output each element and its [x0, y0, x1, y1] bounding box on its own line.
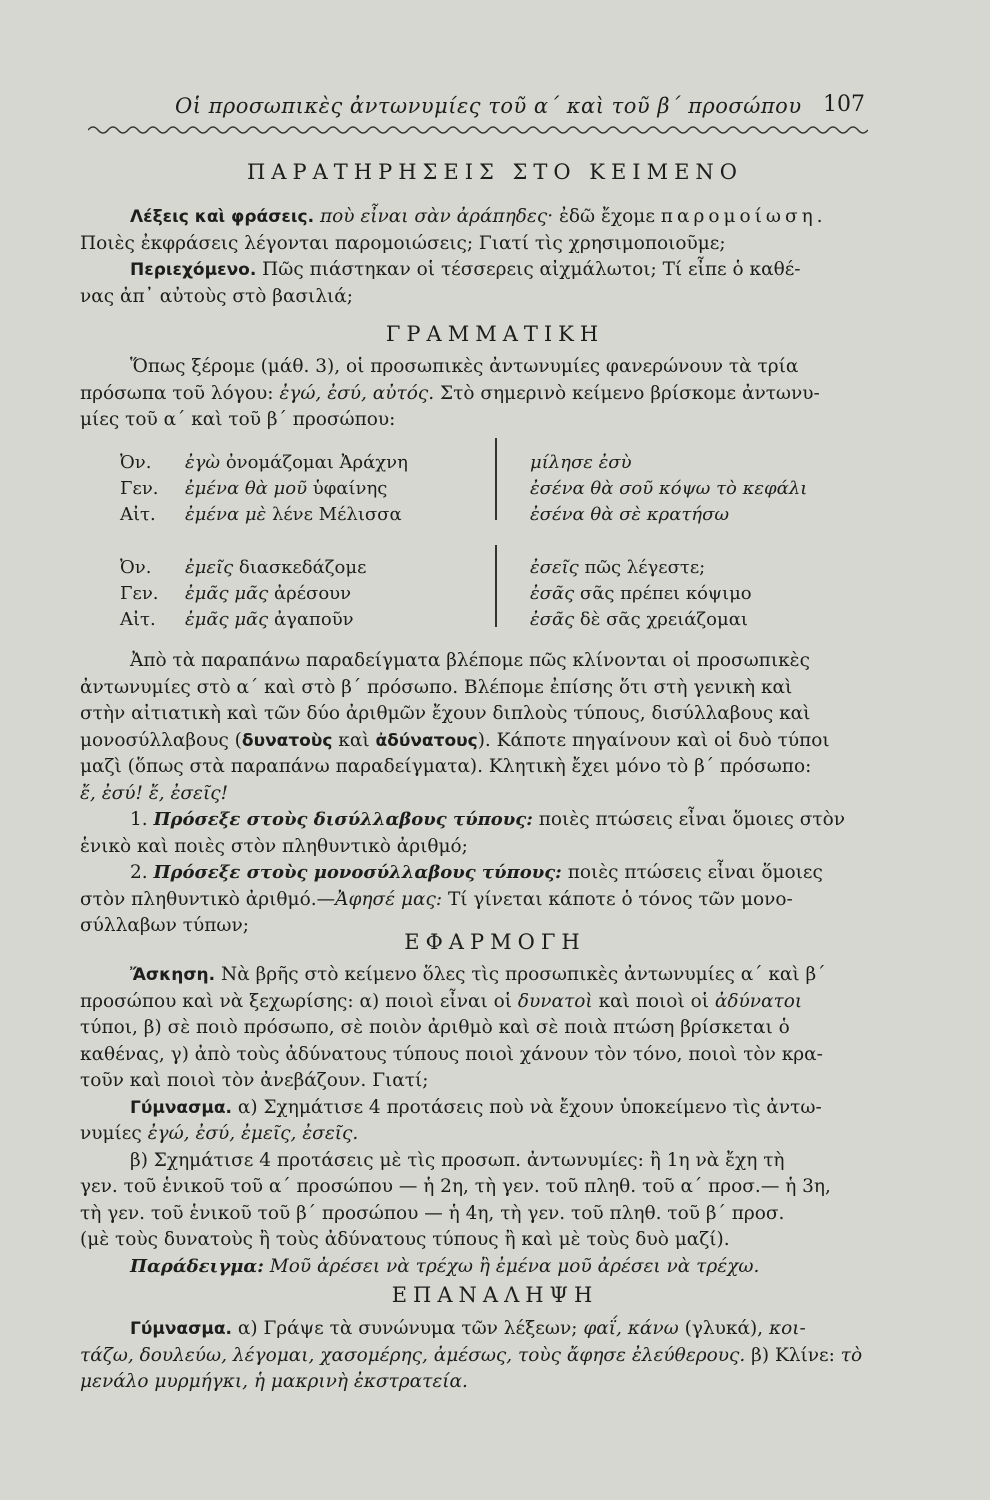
section-heading-review: ΕΠΑΝΑΛΗΨΗ	[391, 1283, 599, 1307]
label-example: Παράδειγμα:	[130, 1255, 264, 1277]
label-words-phrases: Λέξεις καὶ φράσεις.	[130, 207, 315, 227]
running-title: Οἱ προσωπικὲς ἀντωνυμίες τοῦ α΄ καὶ τοῦ β΄ προσώπου	[175, 94, 802, 118]
review-text: Γύμνασμα. α) Γράψε τὰ συνώνυμα τῶν λέξεων; φαΐ, κάνω (γλυκά), κοι- τάζω, δουλεύω, λέγομαι, χασομέρης, ἀμέσως, τοὺς ἄφησε ἐλεύθερους. β) Κλίνε: τὸ μενάλο μυρμήγκι, ἡ μακρινὴ ἐκστρατεία.	[80, 1318, 863, 1392]
table-row: Γεν. ἐμᾶς μᾶς ἀρέσουν ἐσᾶς σᾶς πρέπει κόψιμο	[120, 583, 752, 604]
table-row: Γεν. ἐμένα θὰ μοῦ ὑφαίνης ἐσένα θὰ σοῦ κόψω τὸ κεφάλι	[120, 478, 808, 499]
label-content: Περιεχόμενο.	[130, 260, 257, 280]
label-drill: Γύμνασμα.	[130, 1097, 232, 1118]
wavy-rule	[88, 124, 868, 136]
declension-table-singular	[120, 450, 840, 528]
grammar-intro: Ὅπως ξέρομε (μάθ. 3), οἱ προσωπικὲς ἀντωνυμίες φανερώνουν τὰ τρία πρόσωπα τοῦ λόγου: ἐγώ, ἐσύ, αὐτός. Στὸ σημερινὸ κείμενο βρίσκομε ἀντωνυ- μίες τοῦ α΄ καὶ τοῦ β΄ προσώπου:	[80, 356, 820, 430]
section-heading-application: ΕΦΑΡΜΟΓΗ	[404, 930, 586, 954]
application-text: Ἄσκηση. Νὰ βρῆς στὸ κείμενο ὅλες τὶς προσωπικὲς ἀντωνυμίες α΄ καὶ β΄ προσώπου καὶ νὰ ξεχωρίσης: α) ποιοὶ εἶναι οἱ δυνατοὶ καὶ ποιοὶ οἱ ἀδύνατοι τύποι, β) σὲ ποιὸ πρόσωπο, σὲ ποιὸν ἀριθμὸ καὶ σὲ ποιὰ πτώση βρίσκεται ὁ καθένας, γ) ἀπὸ τοὺς ἀδύνατους τύπους ποιοὶ χάνουν τὸν τόνο, ποιοὶ τὸν κρα- τοῦν καὶ ποιοὶ τὸν ἀνεβάζουν. Γιατί; Γύμνασμα. α) Σχημάτισε 4 προτάσεις ποὺ νὰ ἔχουν ὑποκείμενο τὶς ἀντω- νυμίες ἐγώ, ἐσύ, ἐμεῖς, ἐσεῖς. β) Σχημάτισε 4 προτάσεις μὲ τὶς προσωπ. ἀντωνυμίες: ἢ 1η νὰ ἔχη τὴ γεν. τοῦ ἑνικοῦ τοῦ α΄ προσώπου — ἡ 2η, τὴ γεν. τοῦ πληθ. τοῦ α΄ προσ.— ἡ 3η, τὴ γεν. τοῦ ἑνικοῦ τοῦ β΄ προσώπου — ἡ 4η, τὴ γεν. τοῦ πληθ. τοῦ β΄ προσ. (μὲ τοὺς δυνατοὺς ἢ τοὺς ἀδύνατους τύπους ἢ καὶ μὲ τοὺς δυὸ μαζί). Παράδειγμα: Μοῦ ἀρέσει νὰ τρέχω ἢ ἐμένα μοῦ ἀρέσει νὰ τρέχω.	[80, 964, 831, 1277]
label-drill-review: Γύμνασμα.	[130, 1319, 232, 1339]
table-row: Ὀν. ἐμεῖς διασκεδάζομε ἐσεῖς πῶς λέγεστε;	[120, 557, 706, 578]
table-row: Ὀν. ἐγὼ ὀνομάζομαι Ἀράχνη μίλησε ἐσὺ	[120, 452, 632, 473]
table-divider	[495, 545, 497, 627]
running-head	[95, 92, 875, 126]
page-number: 107	[823, 92, 865, 117]
section-heading-observations: ΠΑΡΑΤΗΡΗΣΕΙΣ ΣΤΟ ΚΕΙΜΕΝΟ	[246, 160, 744, 184]
section-heading-grammar: ΓΡΑΜΜΑΤΙΚΗ	[385, 322, 605, 346]
label-exercise: Ἄσκηση.	[130, 965, 216, 985]
declension-table-plural	[120, 555, 840, 633]
table-row: Αἰτ. ἐμᾶς μᾶς ἀγαποῦν ἐσᾶς δὲ σᾶς χρειάζομαι	[120, 609, 748, 630]
observations-text: Λέξεις καὶ φράσεις. ποὺ εἶναι σὰν ἀράπηδες· ἐδῶ ἔχομε παρομοίωση. Ποιὲς ἐκφράσεις λέγονται παρομοιώσεις; Γιατί τὶς χρησιμοποιοῦμε; Περιεχόμενο. Πῶς πιάστηκαν οἱ τέσσερεις αἰχμάλωτοι; Τί εἶπε ὁ καθέ- νας ἀπ᾽ αὐτοὺς στὸ βασιλιά;	[80, 206, 827, 307]
grammar-explanation: Ἀπὸ τὰ παραπάνω παραδείγματα βλέπομε πῶς κλίνονται οἱ προσωπικὲς ἀντωνυμίες στὸ α΄ καὶ στὸ β΄ πρόσωπο. Βλέπομε ἐπίσης ὅτι στὴ γενικὴ καὶ στὴν αἰτιατικὴ καὶ τῶν δύο ἀριθμῶν ἔχουν διπλοὺς τύπους, δισύλλαβους καὶ μονοσύλλαβους (δυνατοὺς καὶ ἀδύνατους). Κάποτε πηγαίνουν καὶ οἱ δυὸ τύποι μαζὶ (ὅπως στὰ παραπάνω παραδείγματα). Κλητικὴ ἔχει μόνο τὸ β΄ πρόσωπο: ἔ, ἐσύ! ἔ, ἐσεῖς! 1. Πρόσεξε στοὺς δισύλλαβους τύπους: ποιὲς πτώσεις εἶναι ὅμοιες στὸν ἑνικὸ καὶ ποιὲς στὸν πληθυντικὸ ἀριθμό; 2. Πρόσεξε στοὺς μονοσύλλαβους τύπους: ποιὲς πτώσεις εἶναι ὅμοιες στὸν πληθυντικὸ ἀριθμό.—Ἀφησέ μας: Τί γίνεται κάποτε ὁ τόνος τῶν μονο- σύλλαβων τύπων;	[80, 650, 845, 936]
table-row: Αἰτ. ἐμένα μὲ λένε Μέλισσα ἐσένα θὰ σὲ κρατήσω	[120, 504, 730, 525]
table-divider	[495, 438, 497, 520]
